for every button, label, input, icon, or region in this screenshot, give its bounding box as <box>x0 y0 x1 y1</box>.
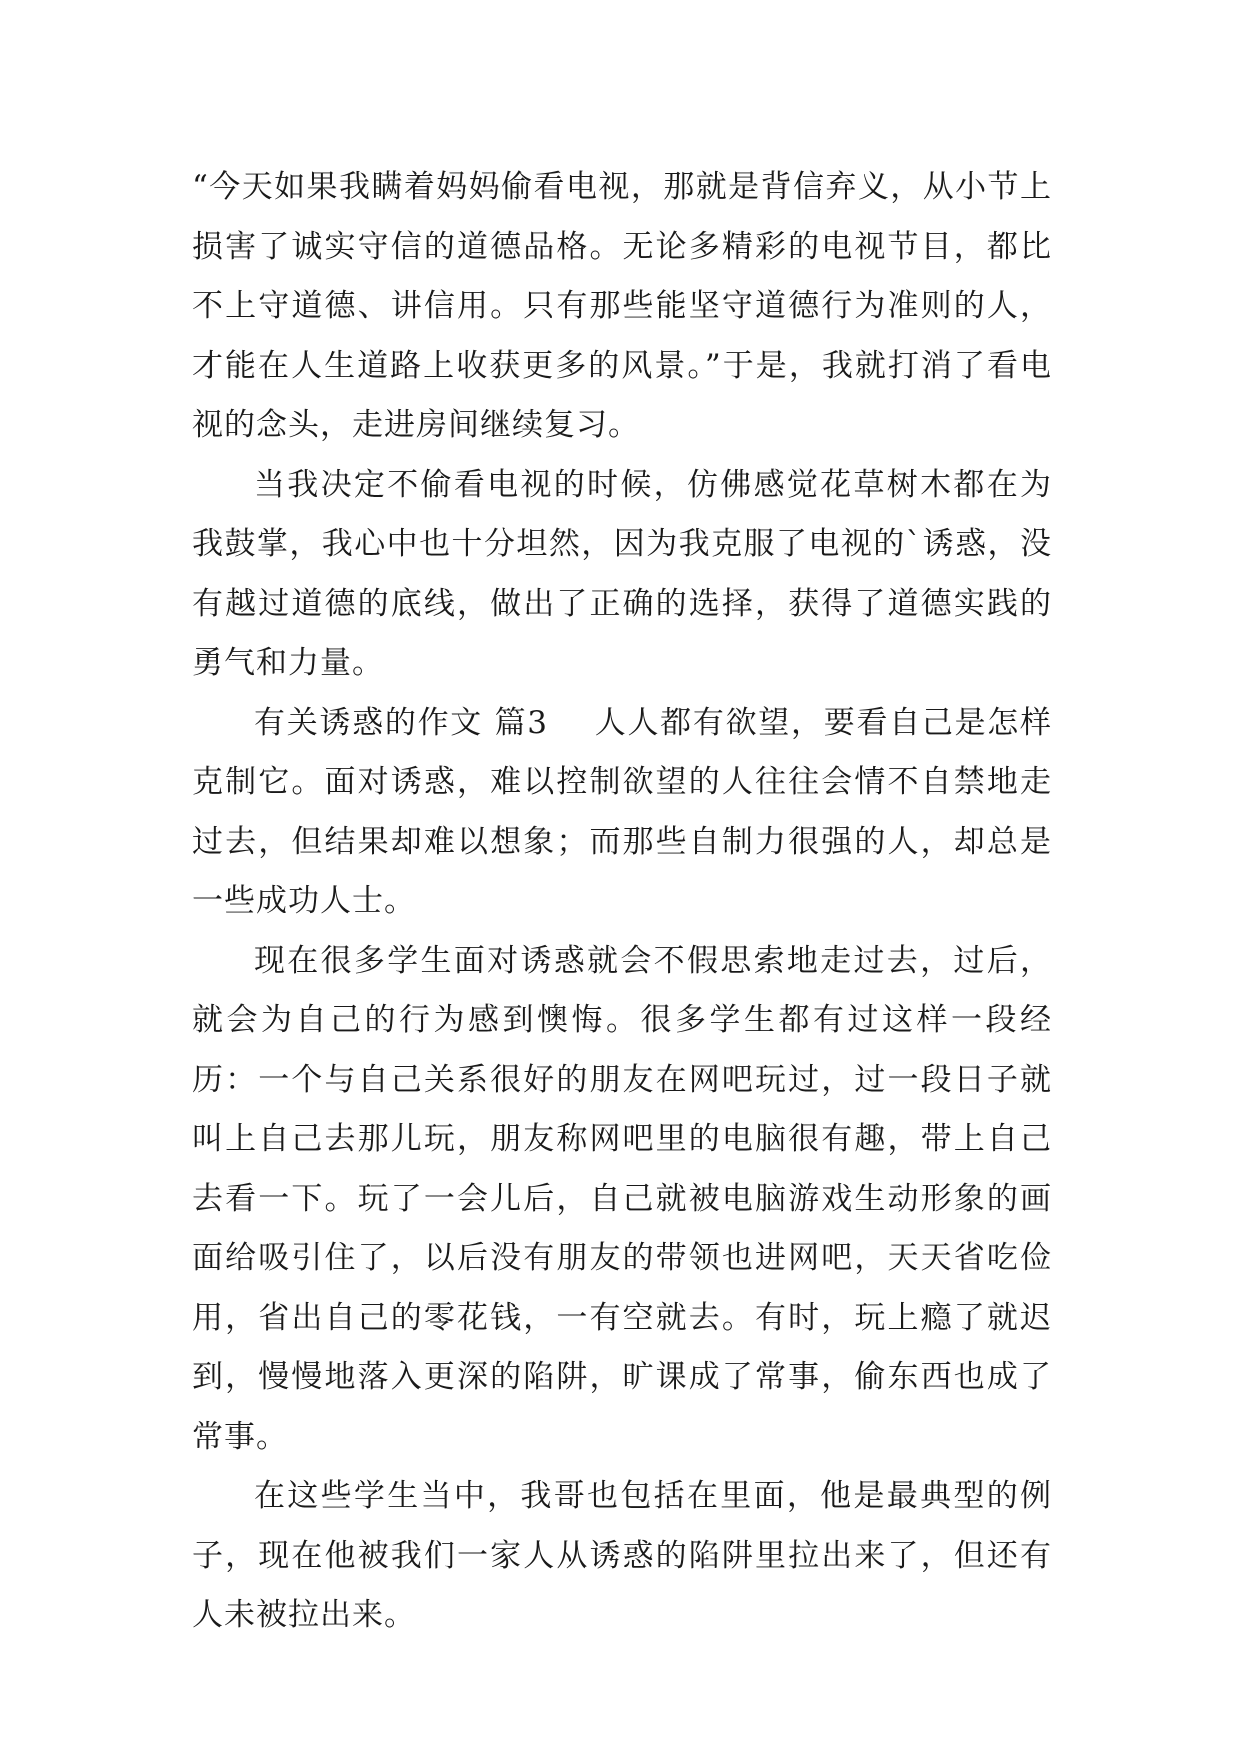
paragraph-3 <box>192 694 1052 932</box>
section-heading: 有关诱惑的作文 篇3 <box>254 704 549 741</box>
document-body <box>192 158 1052 1646</box>
paragraph-2: 当我决定不偷看电视的时候，仿佛感觉花草树木都在为我鼓掌，我心中也十分坦然，因为我克服了电视的`诱惑，没有越过道德的底线，做出了正确的选择，获得了道德实践的勇气和力量。 <box>192 466 1052 681</box>
paragraph-1: “今天如果我瞒着妈妈偷看电视，那就是背信弃义，从小节上损害了诚实守信的道德品格。无论多精彩的电视节目，都比不上守道德、讲信用。只有那些能坚守道德行为准则的人，才能在人生道路上收获更多的风景。”于是，我就打消了看电视的念头，走进房间继续复习。 <box>192 169 1052 443</box>
paragraph-5: 在这些学生当中，我哥也包括在里面，他是最典型的例子，现在他被我们一家人从诱惑的陷阱里拉出来了，但还有人未被拉出来。 <box>192 1478 1052 1633</box>
paragraph-3-text: 人人都有欲望，要看自己是怎样克制它。面对诱惑，难以控制欲望的人往往会情不自禁地走过去，但结果却难以想象；而那些自制力很强的人，却总是一些成功人士。 <box>192 704 1053 919</box>
paragraph-4: 现在很多学生面对诱惑就会不假思索地走过去，过后，就会为自己的行为感到懊悔。很多学生都有过这样一段经历：一个与自己关系很好的朋友在网吧玩过，过一段日子就叫上自己去那儿玩，朋友称网吧里的电脑很有趣，带上自己去看一下。玩了一会儿后，自己就被电脑游戏生动形象的画面给吸引住了，以后没有朋友的带领也进网吧，天天省吃俭用，省出自己的零花钱，一有空就去。有时，玩上瘾了就迟到，慢慢地落入更深的陷阱，旷课成了常事，偷东西也成了常事。 <box>192 942 1052 1455</box>
